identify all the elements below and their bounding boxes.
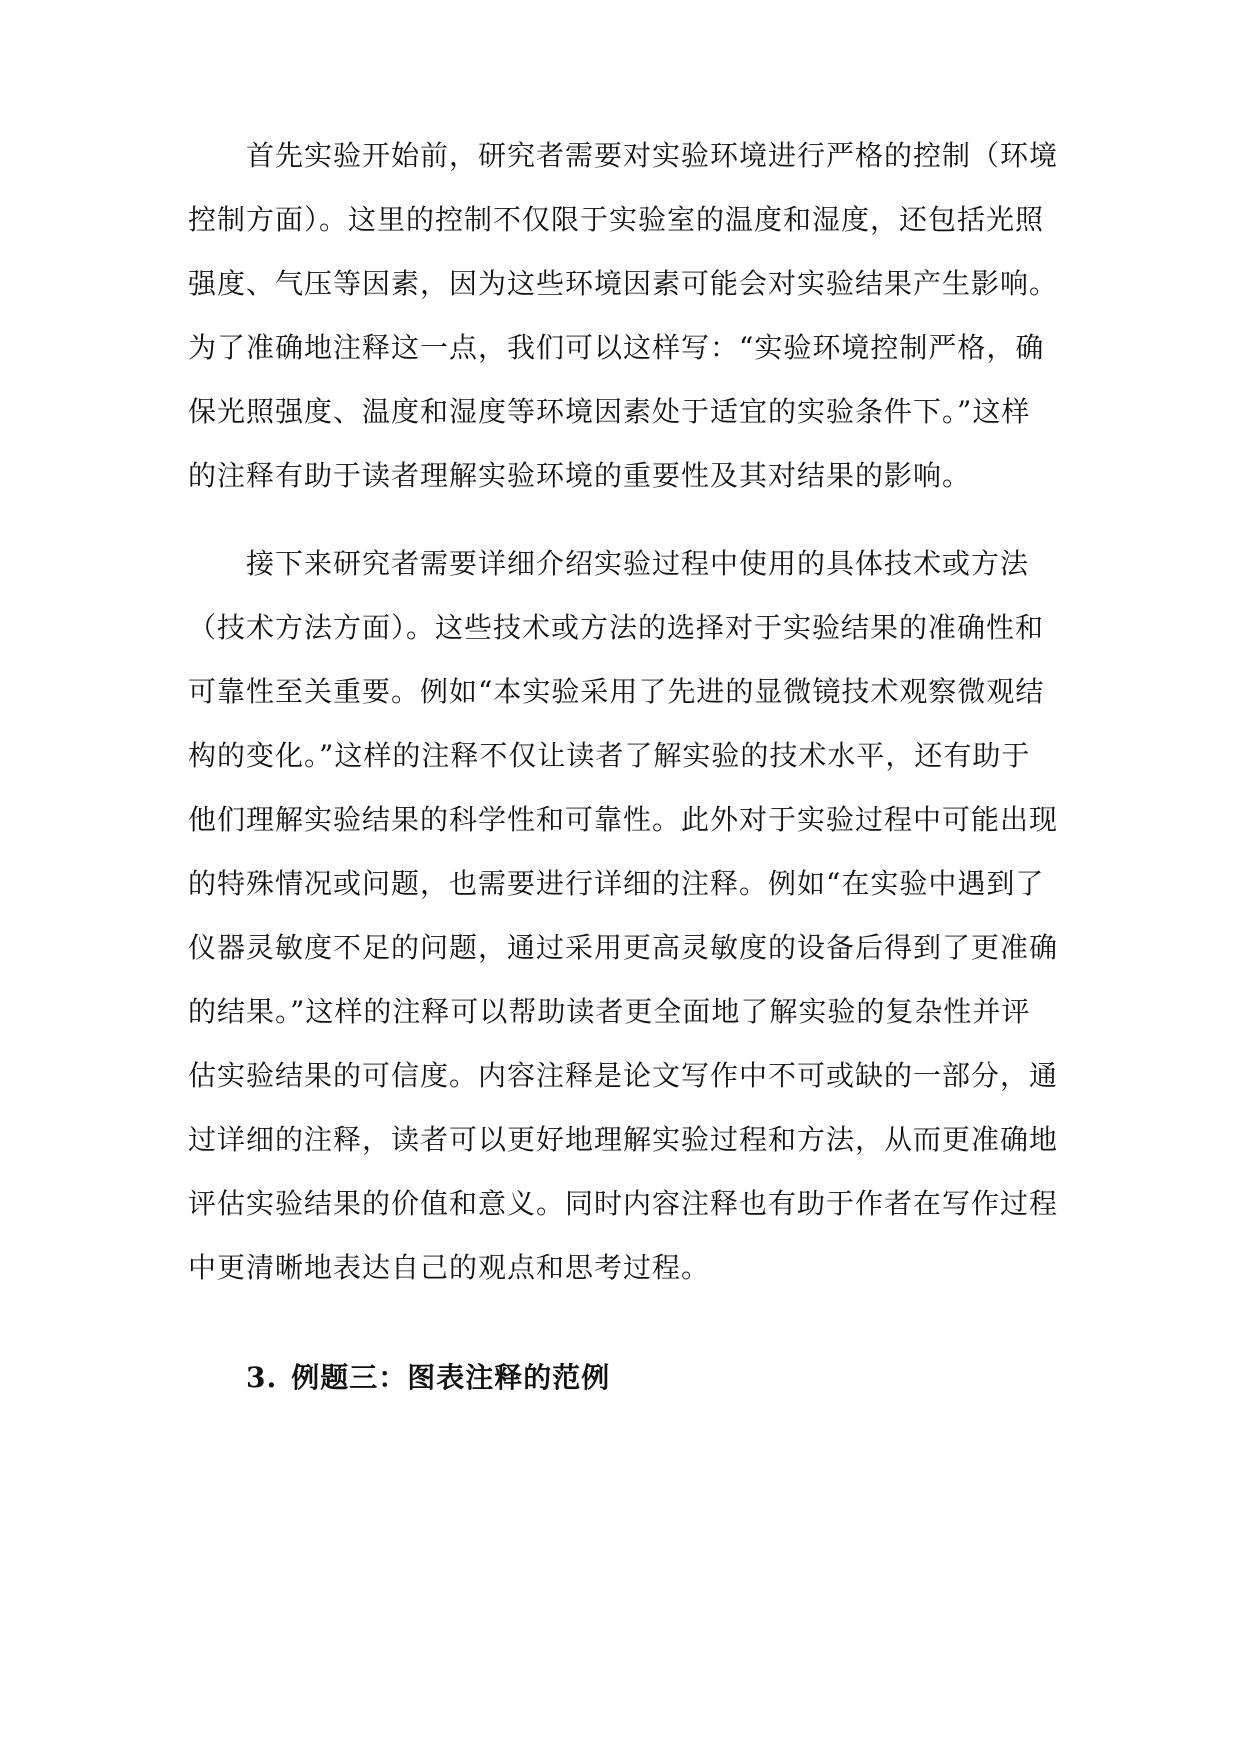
paragraph-2-line: 接下来研究者需要详细介绍实验过程中使用的具体技术或方法: [246, 547, 1030, 580]
paragraph-2-line: 的特殊情况或问题，也需要进行详细的注释。例如“在实验中遇到了: [188, 867, 1045, 900]
paragraph-2-line: 过详细的注释，读者可以更好地理解实验过程和方法，从而更准确地: [188, 1123, 1059, 1156]
paragraph-2-line: 他们理解实验结果的科学性和可靠性。此外对于实验过程中可能出现: [188, 803, 1059, 836]
section-heading: [246, 1358, 610, 1398]
paragraph-2-line: 评估实验结果的价值和意义。同时内容注释也有助于作者在写作过程: [188, 1187, 1059, 1220]
paragraph-2-line: 构的变化。”这样的注释不仅让读者了解实验的技术水平，还有助于: [188, 739, 1031, 772]
paragraph-1-line: 的注释有助于读者理解实验环境的重要性及其对结果的影响。: [188, 459, 972, 492]
paragraph-2-line: 的结果。”这样的注释可以帮助读者更全面地了解实验的复杂性并评: [188, 995, 1031, 1028]
section-title: 例题三：图表注释的范例: [291, 1361, 611, 1394]
paragraph-2-line: 中更清晰地表达自己的观点和思考过程。: [188, 1251, 711, 1284]
paragraph-1-line: 控制方面）。这里的控制不仅限于实验室的温度和湿度，还包括光照: [188, 203, 1045, 236]
paragraph-1-line: 保光照强度、温度和湿度等环境因素处于适宜的实验条件下。”这样: [188, 395, 1031, 428]
paragraph-2-line: 估实验结果的可信度。内容注释是论文写作中不可或缺的一部分，通: [188, 1059, 1059, 1092]
paragraph-2-line: （技术方法方面）。这些技术或方法的选择对于实验结果的准确性和: [188, 611, 1045, 644]
paragraph-1-line: 首先实验开始前，研究者需要对实验环境进行严格的控制（环境: [246, 139, 1059, 172]
section-number: 3.: [246, 1361, 278, 1394]
paragraph-1-line: 强度、气压等因素，因为这些环境因素可能会对实验结果产生影响。: [188, 267, 1059, 300]
paragraph-2-line: 仪器灵敏度不足的问题，通过采用更高灵敏度的设备后得到了更准确: [188, 931, 1059, 964]
paragraph-2-line: 可靠性至关重要。例如“本实验采用了先进的显微镜技术观察微观结: [188, 675, 1045, 708]
paragraph-1-line: 为了准确地注释这一点，我们可以这样写：“实验环境控制严格，确: [188, 331, 1045, 364]
